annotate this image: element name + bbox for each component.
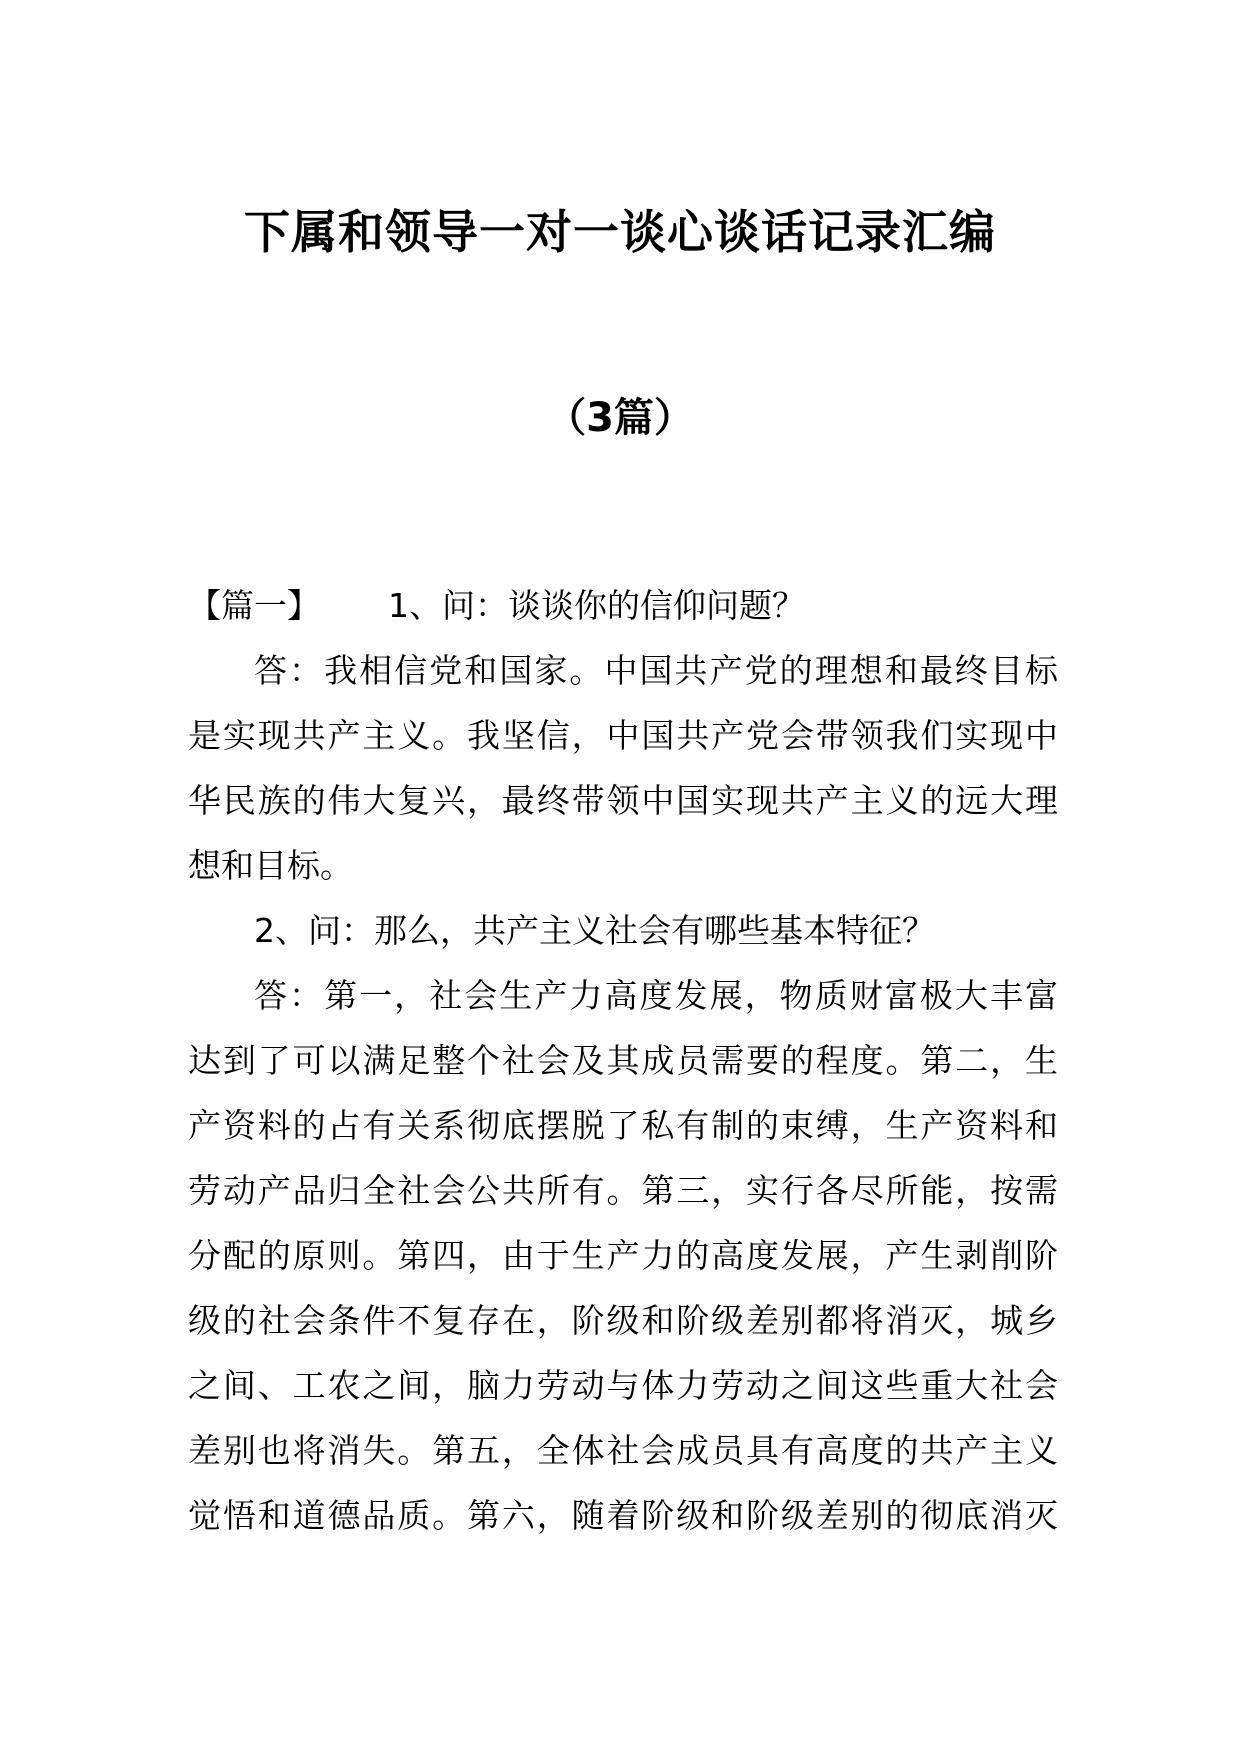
section-label: 【篇一】 [188,586,320,625]
answer-1-line: 想和目标。 [188,846,353,885]
answer-2-line: 级的社会条件不复存在，阶级和阶级差别都将消灭，城乡 [188,1301,1058,1340]
document-title: 下属和领导一对一谈心谈话记录汇编 [244,205,996,259]
answer-2-line: 达到了可以满足整个社会及其成员需要的程度。第二，生 [188,1041,1058,1080]
question-2: 2、问：那么，共产主义社会有哪些基本特征？ [254,911,935,950]
section-header [188,573,1058,638]
answer-1-line: 是实现共产主义。我坚信，中国共产党会带领我们实现中 [188,716,1058,755]
answer-2-line: 分配的原则。第四，由于生产力的高度发展，产生剥削阶 [188,1236,1058,1275]
document-subtitle: （3篇） [546,395,694,441]
answer-1-line: 答：我相信党和国家。中国共产党的理想和最终目标 [254,651,1058,690]
document-body [188,573,1058,1548]
answer-2-line: 答：第一，社会生产力高度发展，物质财富极大丰富 [254,976,1058,1015]
answer-2-line: 觉悟和道德品质。第六，随着阶级和阶级差别的彻底消灭 [188,1496,1058,1535]
answer-2-line: 产资料的占有关系彻底摆脱了私有制的束缚，生产资料和 [188,1106,1058,1145]
question-1: 1、问：谈谈你的信仰问题？ [388,586,805,625]
answer-2-line: 之间、工农之间，脑力劳动与体力劳动之间这些重大社会 [188,1366,1058,1405]
answer-2-line: 劳动产品归全社会公共所有。第三，实行各尽所能，按需 [188,1171,1058,1210]
answer-1-line: 华民族的伟大复兴，最终带领中国实现共产主义的远大理 [188,781,1058,820]
answer-2-line: 差别也将消失。第五，全体社会成员具有高度的共产主义 [188,1431,1058,1470]
